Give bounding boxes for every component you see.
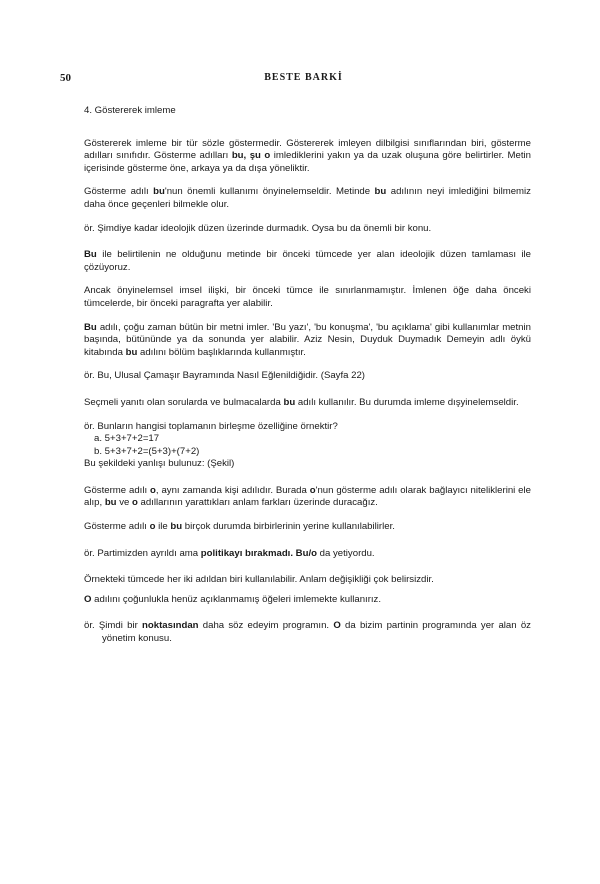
bold-run: politikayı bırakmadı. Bu/o — [200, 547, 317, 559]
text-run: 'nun gösterme adılı olarak bağlayıcı niteliklerini ele alıp, — [84, 484, 531, 509]
page-number: 50 — [60, 72, 71, 84]
bold-run: O — [333, 620, 341, 632]
text-run: 'nun önemli kullanımı önyinelemseldir. Metinde — [164, 186, 375, 198]
running-title: BESTE BARKİ — [264, 72, 343, 83]
example-note: Bu şekildeki yanlışı bulunuz: (Şekil) — [84, 458, 235, 470]
text-run: Gösterme adılı — [84, 186, 154, 198]
body-text — [84, 105, 531, 657]
text-run: adılını çoğunlukla henüz açıklanmamış öğeleri imlemekte kullanırız. — [91, 593, 382, 605]
text-run: adılının neyi imlediğini bilmemiz daha önce geçenleri bilmekle olur. — [84, 186, 531, 210]
bold-run: bu, şu o — [231, 150, 271, 162]
text-run: ör. Şimdi bir — [84, 620, 143, 632]
paragraph — [84, 485, 531, 510]
example-line — [84, 548, 531, 561]
bold-run: bu — [283, 396, 296, 408]
text-run: ile belirtilenin ne olduğunu metinde bir önceki tümcede yer alan ideolojik düzen tamlaması ile çözüyoruz. — [84, 249, 531, 273]
text-run: ve — [116, 497, 133, 509]
text-run: daha söz edeyim programın. — [198, 620, 334, 632]
example-question: ör. Bunların hangisi toplamanın birleşme özelliğine örnektir? — [84, 420, 338, 432]
text-run: adılını bölüm başlıklarında kullanmıştır. — [137, 346, 306, 358]
paragraph: Örnekteki tümcede her iki adıldan biri kullanılabilir. Anlam değişikliği çok belirsizdir. — [84, 574, 434, 586]
example-line — [84, 620, 531, 645]
bold-run: o — [150, 484, 156, 496]
example-line: ör. Şimdiye kadar ideolojik düzen üzerinde durmadık. Oysa bu da önemli bir konu. — [84, 222, 432, 234]
page-header — [60, 72, 547, 88]
paragraph — [84, 521, 531, 534]
bold-run: Bu — [84, 249, 97, 261]
text-run: adılı, çoğu zaman bütün bir metni imler. 'Bu yazı', 'bu konuşma', 'bu açıklama' gibi kullanımlar metnin başında, bütününde ya da sonunda yer alabilir. Aziz Nesin, Duyduk Duymadık Demeyin adlı öykü kitabında — [84, 321, 531, 358]
text-run: birçok durumda birbirlerinin yerine kullanılabilirler. — [182, 521, 395, 533]
example-line: ör. Bu, Ulusal Çamaşır Bayramında Nasıl Eğlenildiğidir. (Sayfa 22) — [84, 370, 366, 382]
text-run: imlediklerini yakın ya da uzak oluşuna göre belirtirler. Metin içerisinde gösterme öne, arkaya ya da dışa yöneliktir. — [84, 150, 531, 174]
bold-run: Bu — [84, 321, 97, 333]
text-run: , aynı zamanda kişi adılıdır. Burada — [155, 484, 310, 496]
text-run: adıllarının yarattıkları anlam farkları üzerinde duracağız. — [137, 497, 378, 509]
option-a: a. 5+3+7+2=17 — [94, 433, 160, 445]
bold-run: bu — [125, 346, 138, 358]
bold-run: noktasından — [142, 620, 199, 632]
example-block — [84, 421, 531, 471]
text-run: ile — [155, 521, 171, 533]
section-heading: 4. Göstererek imleme — [84, 105, 176, 116]
text-run: da bizim partinin programında yer alan öz yönetim konusu. — [102, 620, 531, 645]
bold-run: bu — [153, 186, 165, 198]
bold-run: o — [309, 484, 316, 496]
text-run: da yetiyordu. — [317, 547, 375, 559]
paragraph — [84, 322, 531, 360]
bold-run: o — [149, 521, 156, 533]
bold-run: o — [132, 497, 138, 509]
paragraph — [84, 397, 531, 410]
text-run: Göstererek imleme bir tür sözle göstermedir. Göstererek imleyen dilbilgisi sınıflarından biri, gösterme adılları sınıfıdır. Gösterme adılları — [84, 137, 531, 162]
paragraph: Ancak önyinelemsel imsel ilişki, bir önceki tümce ile sınırlanmamıştır. İmlenen öğe daha önceki tümcelerde, bir önceki paragrafta yer alabilir. — [84, 285, 531, 309]
bold-run: bu — [104, 497, 117, 509]
text-run: Gösterme adılı — [84, 484, 151, 496]
bold-run: O — [84, 593, 92, 605]
bold-run: bu — [374, 186, 387, 198]
bold-run: bu — [170, 521, 183, 533]
text-run: Seçmeli yanıtı olan sorularda ve bulmacalarda — [84, 396, 284, 408]
text-run: ör. Partimizden ayrıldı ama — [84, 547, 201, 559]
paragraph — [84, 186, 531, 211]
paragraph — [84, 249, 531, 274]
option-b: b. 5+3+7+2=(5+3)+(7+2) — [94, 445, 200, 457]
paragraph — [84, 594, 531, 607]
paragraph — [84, 138, 531, 176]
example-options — [94, 433, 531, 458]
text-run: adılı kullanılır. Bu durumda imleme dışyinelemseldir. — [295, 396, 519, 408]
text-run: Gösterme adılı — [84, 521, 150, 533]
